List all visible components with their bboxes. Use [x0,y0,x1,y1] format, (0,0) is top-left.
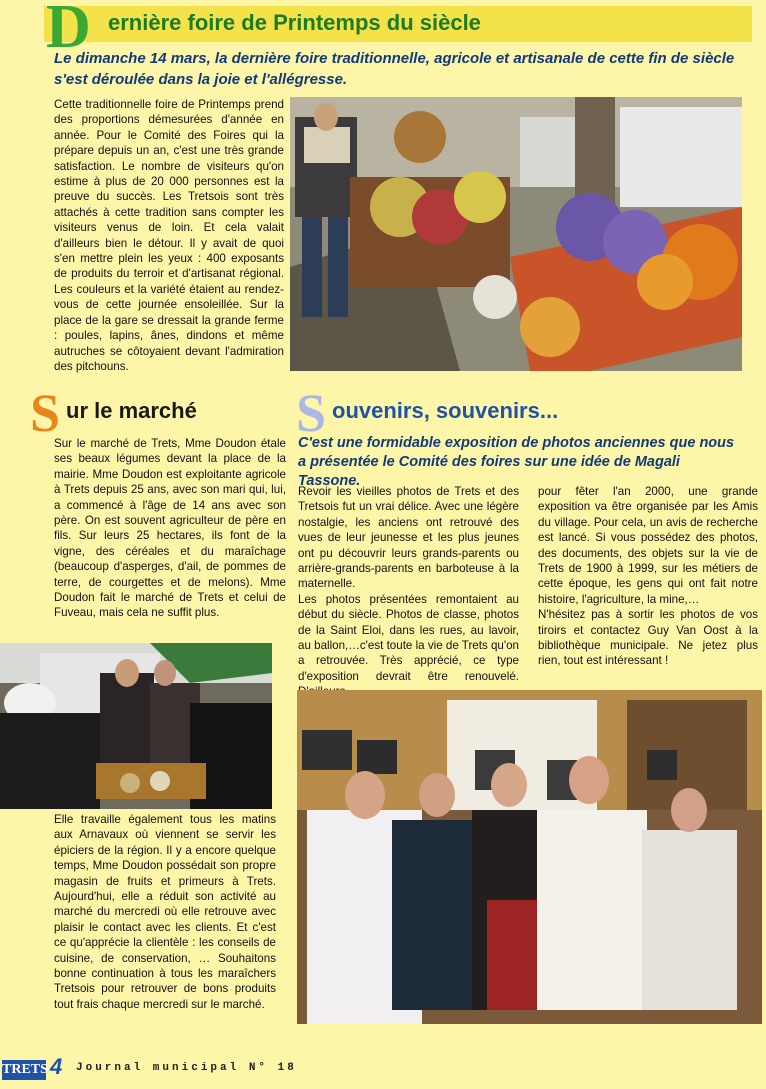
title-band [44,0,752,61]
souvenirs-title: ouvenirs, souvenirs... [332,398,559,423]
souvenirs-col-2: pour fêter l'an 2000, une grande exposition va être organisée par les Amis du village. Pour cela, un avis de recherche est lancé. Si vous possédez des photos, des documents, des objets sur la vie de Trets de 1900 à 1999, sur les métiers de cette époque, les gens qui ont fait notre histoire, l'agriculture, la mine,… N'hésitez pas à sortir les photos de vos tiroirs et contactez Guy Van Oost à la bibliothèque municipale. Ne jetez plus rien, tout est intéressant ! [538,485,758,668]
fair-flowers-photo [290,97,742,371]
souvenirs-lead: C'est une formidable exposition de photos anciennes que nous a présentée le Comité des foires sur une idée de Magali Tassone. [298,435,735,489]
marche-text-1: Sur le marché de Trets, Mme Doudon étale ses beaux légumes devant la place de la mairie. Mme Doudon est exploitante agricole à Trets depuis 25 ans, avec son mari qui, lui, a commencé à l'âge de 14 ans avec son père. On est souvent agriculteur de père en fils. Sur leurs 25 hectares, ils font de la vigne, des céréales et du maraîchage (beaucoup d'asperges, d'ail, de pommes de terre, de courgettes et de melons). Mme Doudon fait le marché de Trets et celui de Fuveau, mais cela ne suffit plus. [54,437,286,620]
intro-text: Cette traditionnelle foire de Printemps prend des proportions démesurées d'année en année. Pour le Comité des Foires qui la prépare depuis un an, c'est une très grande satisfaction. Le nombre de visiteurs qu'on estime à plus de 20 000 personnes est la preuve du succès. Les Tretsois sont très attachés à cette tradition sans compter les visiteurs venus de loin. Et cela valait d'ailleurs bien le détour. Il y avait de quoi s'en mettre plein les yeux : 400 exposants de produits du terroir et d'artisanat régional. Les couleurs et la variété étaient au rendez-vous de cette journée ensoleillée. Sur la place de la gare se dressait la grande ferme : poules, lapins, ânes, dindons et même autruches se côtoyaient devant l'admiration des pitchouns. [54,98,284,373]
fair-flowers-illustration [290,97,742,371]
market-stall-photo [0,643,272,809]
marche-initial: S [30,383,61,443]
marche-text-2: Elle travaille également tous les matins aux Arnavaux où viennent se servir les épiciers de la région. Il y a encore quelque temps, Mme Doudon possédait son propre magasin de fruits et primeurs à Trets. Aujourd'hui, elle a réduit son activité au marché du mercredi où elle retrouve avec plaisir le contact avec les clients. Et c'est ce qu'apprécie la clientèle : les conseils de cuisine, de conservation, … Souhaitons bonne continuation à tous les maraîchers Tretsois pour retrouver de bons produits tout frais chaque mercredi sur le marché. [54,813,276,1011]
article-lead: Le dimanche 14 mars, la dernière foire traditionnelle, agricole et artisanale de cette fin de siècle s'est déroulée dans la joie et l'allégresse. [54,50,735,88]
market-stall-illustration [0,643,272,809]
journal-label: Journal municipal N° 18 [76,1062,297,1074]
page-title: ernière foire de Printemps du siècle [108,10,481,35]
exhibition-illustration [297,690,762,1024]
trets-logo: TRETS [2,1060,46,1080]
page-number: 4 [50,1054,63,1079]
title-initial: D [46,0,91,61]
souvenirs-col-1: Revoir les vieilles photos de Trets et des Tretsois fut un vrai délice. Avec une légère nostalgie, les anciens ont retrouvé des vues de leur jeunesse et les plus jeunes ont pu découvrir leurs grands-parents ou arrière-grands-parents en barboteuse à la maternelle. Les photos présentées remontaient au début du siècle. Photos de classe, photos de la Saint Eloi, dans les rues, au lavoir, au ballon,…c'est toute la vie de Trets qu'on a retrouvée. Très apprécié, ce type d'exposition devrait être renouvelé. [298,485,519,683]
souvenirs-initial: S [296,383,327,443]
exhibition-photo [297,690,762,1024]
marche-title: ur le marché [66,398,197,423]
